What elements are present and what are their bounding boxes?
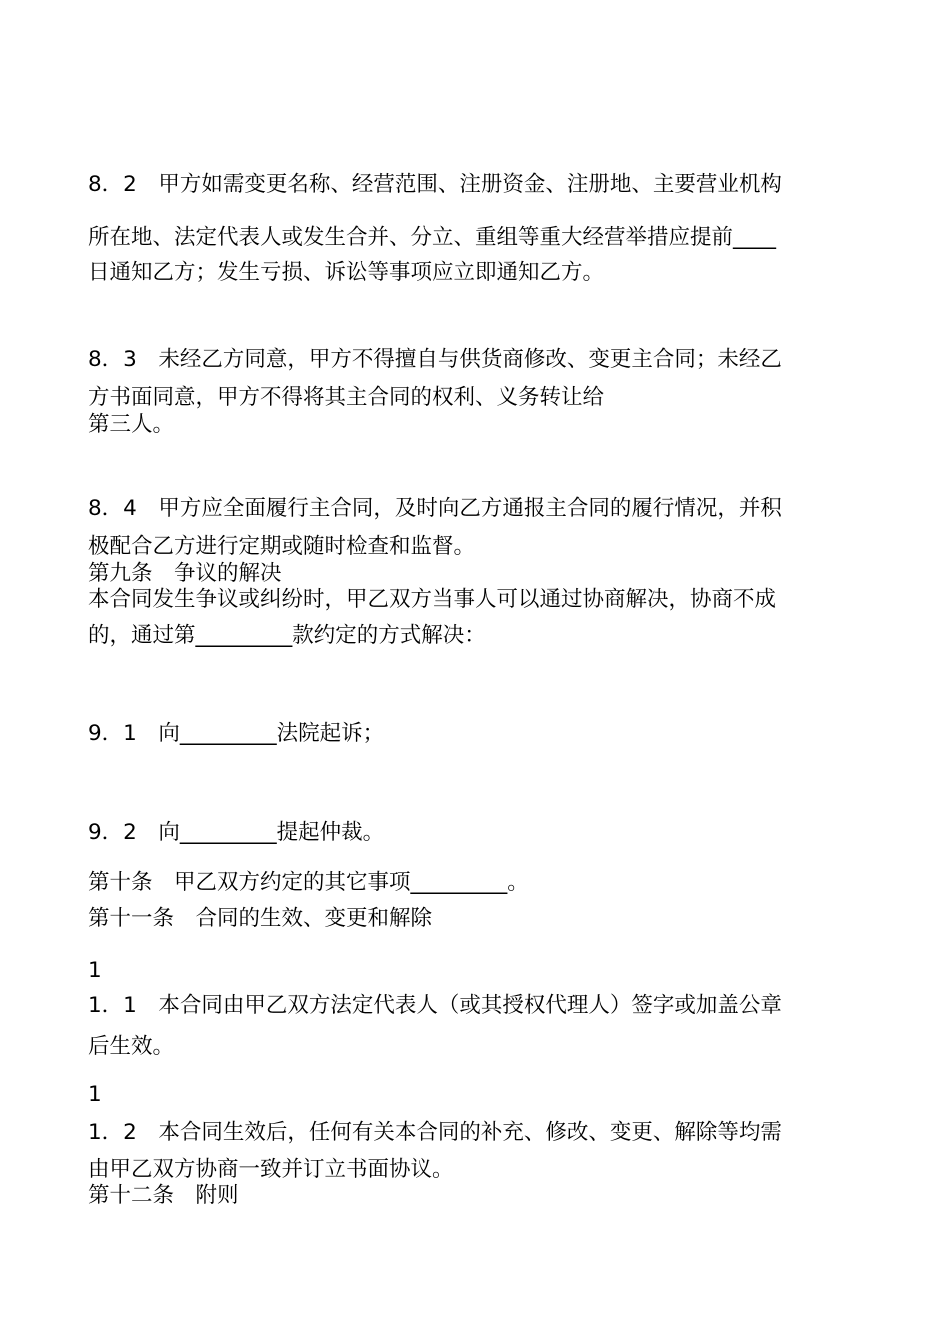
clause-1-1-line-1: 1．1 本合同由甲乙双方法定代表人（或其授权代理人）签字或加盖公章 (88, 993, 782, 1018)
article-12-heading: 第十二条 附则 (88, 1183, 239, 1208)
article-9-body-line-2: 的，通过第_________款约定的方式解决： (88, 623, 486, 648)
clause-1-2-line-2: 由甲乙双方协商一致并订立书面协议。 (88, 1157, 454, 1182)
article-9-body-line-1: 本合同发生争议或纠纷时，甲乙双方当事人可以通过协商解决，协商不成 (88, 587, 777, 612)
article-9-heading: 第九条 争议的解决 (88, 561, 282, 586)
clause-1-2-line-1: 1．2 本合同生效后，任何有关本合同的补充、修改、变更、解除等均需 (88, 1120, 782, 1145)
section-number-1: 1 (88, 958, 102, 983)
clause-1-1-line-2: 后生效。 (88, 1034, 175, 1059)
clause-9-2: 9．2 向_________提起仲裁。 (88, 820, 385, 845)
clause-8-3-line-2: 方书面同意，甲方不得将其主合同的权利、义务转让给 (88, 385, 605, 410)
clause-8-3-line-1: 8．3 未经乙方同意，甲方不得擅自与供货商修改、变更主合同；未经乙 (88, 347, 782, 372)
article-11-heading: 第十一条 合同的生效、变更和解除 (88, 906, 433, 931)
article-10: 第十条 甲乙双方约定的其它事项_________。 (88, 870, 529, 895)
clause-8-2-line-1: 8．2 甲方如需变更名称、经营范围、注册资金、注册地、主要营业机构 (88, 172, 782, 197)
clause-8-4-line-1: 8．4 甲方应全面履行主合同，及时向乙方通报主合同的履行情况，并积 (88, 496, 782, 521)
clause-8-2-line-2: 所在地、法定代表人或发生合并、分立、重组等重大经营举措应提前____ (88, 225, 777, 250)
clause-9-1: 9．1 向_________法院起诉； (88, 721, 385, 746)
clause-8-3-line-3: 第三人。 (88, 412, 175, 437)
section-number-1b: 1 (88, 1082, 102, 1107)
clause-8-2-line-3: 日通知乙方；发生亏损、诉讼等事项应立即通知乙方。 (88, 260, 605, 285)
clause-8-4-line-2: 极配合乙方进行定期或随时检查和监督。 (88, 534, 476, 559)
